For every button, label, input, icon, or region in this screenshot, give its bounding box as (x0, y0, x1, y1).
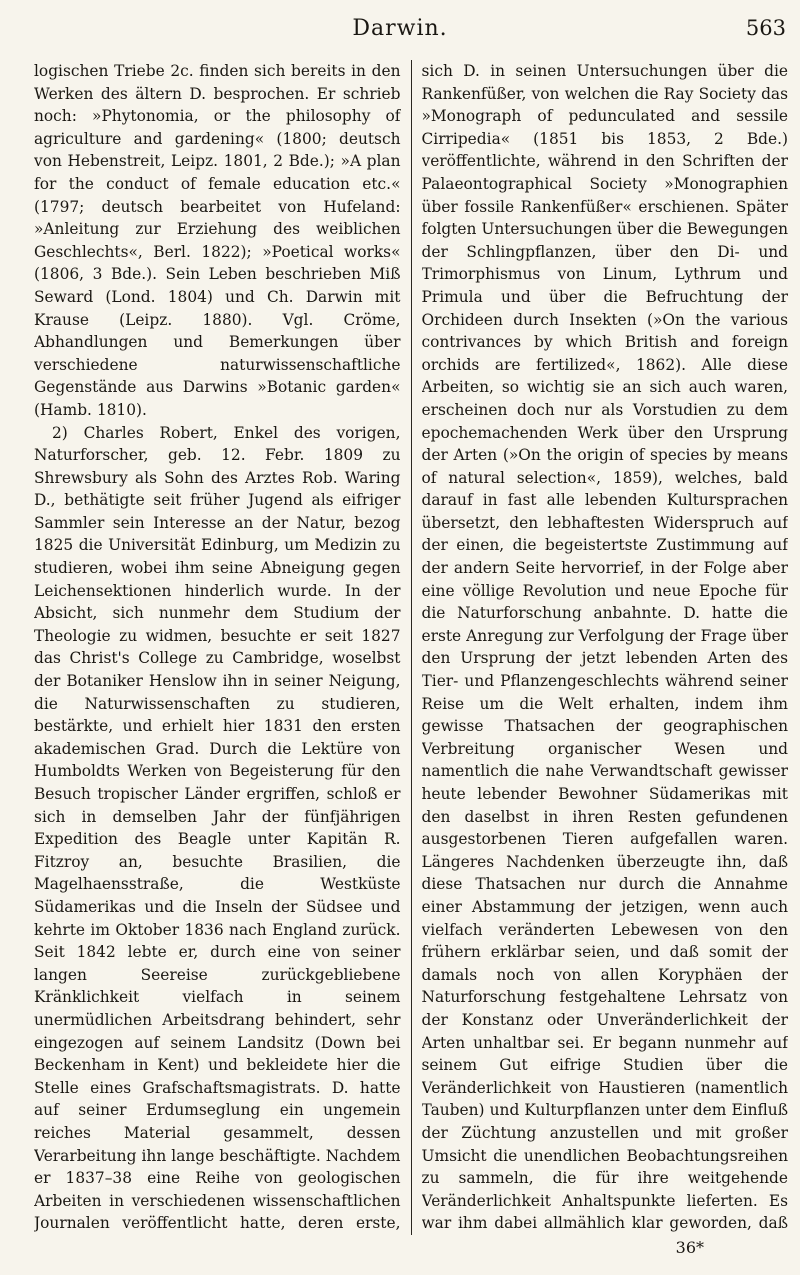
paragraph-charles-robert: 2) Charles Robert, Enkel des vorigen, Naturforscher, geb. 12. Febr. 1809 zu Shrewsbury als Sohn des Arztes Rob. Waring D., bethätigte seit früher Jugend als eifriger Sammler sein Interesse an der Natur, bezog 1825 die Universität Edinburg, um Medizin zu studieren, wobei ihm seine Abneigung gegen Leichensektionen hinderlich wurde. In der Absicht, sich nunmehr dem Studium der Theologie zu widmen, besuchte er seit 1827 das Christ's College zu Cambridge, woselbst der Botaniker Henslow ihn in seiner Neigung, die Naturwissenschaften zu studieren, bestärkte, und erhielt hier 1831 den ersten akademischen Grad. Durch die Lektüre von Humboldts Werken von Begeisterung für den Besuch tropischer Länder ergriffen, schloß er sich in demselben Jahr der fünfjährigen Expedition des Beagle unter Kapitän R. Fitzroy an, besuchte Brasilien, die Magelhaensstraße, die Westküste Südamerikas und die Inseln der Südsee und kehrte im Oktober 1836 nach England zurück. Seit 1842 lebte er, durch eine von seiner langen Seereise zurückgebliebene Kränklichkeit vielfach in seinem unermüdlichen Arbeitsdrang behindert, sehr eingezogen auf seinem Landsitz (Down bei Beckenham in Kent) und bekleidete hier die Stelle eines Grafschaftsmagistrats. D. hatte auf seiner Erdumseglung ein ungemein reiches Material gesammelt, dessen Verarbeitung ihn lange beschäftigte. Nachdem er 1837–38 eine Reihe von geologischen Arbeiten in verschiedenen wissenschaftlichen Journalen veröffentlicht hatte, deren erste, (34, 423, 401, 1233)
sheet-signature: 36* (675, 1238, 704, 1257)
paragraph-right: sich D. in seinen Untersuchungen über die Rankenfüßer, von welchen die Ray Society das »Monograph of pedunculated and sessile Cirripedia« (1851 bis 1853, 2 Bde.) veröffentlichte, während in den Schriften der Palaeontographical Society »Monographien über fossile Rankenfüßer« erschienen. Später folgten Untersuchungen über die Bewegungen der Schlingpflanzen, über den Di- und Trimorphismus von Linum, Lythrum und Primula und über die Befruchtung der Orchideen durch Insekten (»On the various contrivances by which British and foreign orchids are fertilized«, 1862). Alle diese Arbeiten, so wichtig sie an sich auch waren, erscheinen doch nur als Vorstudien zu dem epochemachenden Werk über den Ursprung der Arten (»On the origin of species by means of natural selection«, 1859), welches, bald darauf in fast alle lebenden Kultursprachen übersetzt, den lebhaftesten Widerspruch auf der einen, die begeistertste Zustimmung auf der andern Seite hervorrief, in der Folge aber eine völlige Revolution und neue Epoche für die Naturforschung anbahnte. D. hatte die erste Anregung zur Verfolgung der Frage über den Ursprung der jetzt lebenden Arten des Tier- und Pflanzengeschlechts während seiner Reise um die Welt erhalten, indem ihm gewisse Thatsachen der geographischen Verbreitung organischer Wesen und namentlich die nahe Verwandtschaft gewisser heute lebender Bewohner Südamerikas mit den daselbst in ihren Resten gefundenen ausgestorbenen Tieren aufgefallen waren. Längeres Nachdenken überzeugte ihn, daß diese Thatsachen nur durch die Annahme einer Abstammung der jetzigen, wenn auch vielfach veränderten Lebewesen von den frühern erklärbar seien, und daß somit der damals noch von allen Koryphäen der Naturforschung festgehaltene Lehrsatz von der Konstanz oder Unveränderlichkeit der Arten unhaltbar sei. Er begann nunmehr auf seinem Gut eifrige Studien über die Veränderlichkeit von Haustieren (namentlich Tauben) und Kulturpflanzen unter dem Einfluß der Züchtung anzustellen und mit großer Umsicht die unendlichen Beobachtungsreihen zu sammeln, die für ihre weitgehende Veränderlichkeit Anhaltspunkte lieferten. Es war ihm dabei allmählich klar geworden, daß (421, 62, 788, 1233)
column-divider (411, 60, 412, 1235)
running-head (0, 10, 800, 50)
page-number: 563 (745, 16, 786, 40)
right-column (422, 60, 789, 1235)
paragraph-continuation: logischen Triebe 2c. finden sich bereits in den Werken des ältern D. besprochen. Er schrieb noch: »Phytonomia, or the philosophy of agriculture and gardening« (1800; deutsch von Hebenstreit, Leipz. 1801, 2 Bde.); »A plan for the conduct of female education etc.« (1797; deutsch bearbeitet von Hufeland: »Anleitung zur Erziehung des weiblichen Geschlechts«, Berl. 1822); »Poetical works« (1806, 3 Bde.). Sein Leben beschrieben Miß Seward (Lond. 1804) und Ch. Darwin mit Krause (Leipz. 1880). Vgl. Cröme, Abhandlungen und Bemerkungen über verschiedene naturwissenschaftliche Gegenstände aus Darwins »Botanic garden« (Hamb. 1810). (34, 62, 401, 419)
text-columns (34, 60, 788, 1235)
left-column (34, 60, 401, 1235)
page-title: Darwin. (352, 16, 448, 41)
